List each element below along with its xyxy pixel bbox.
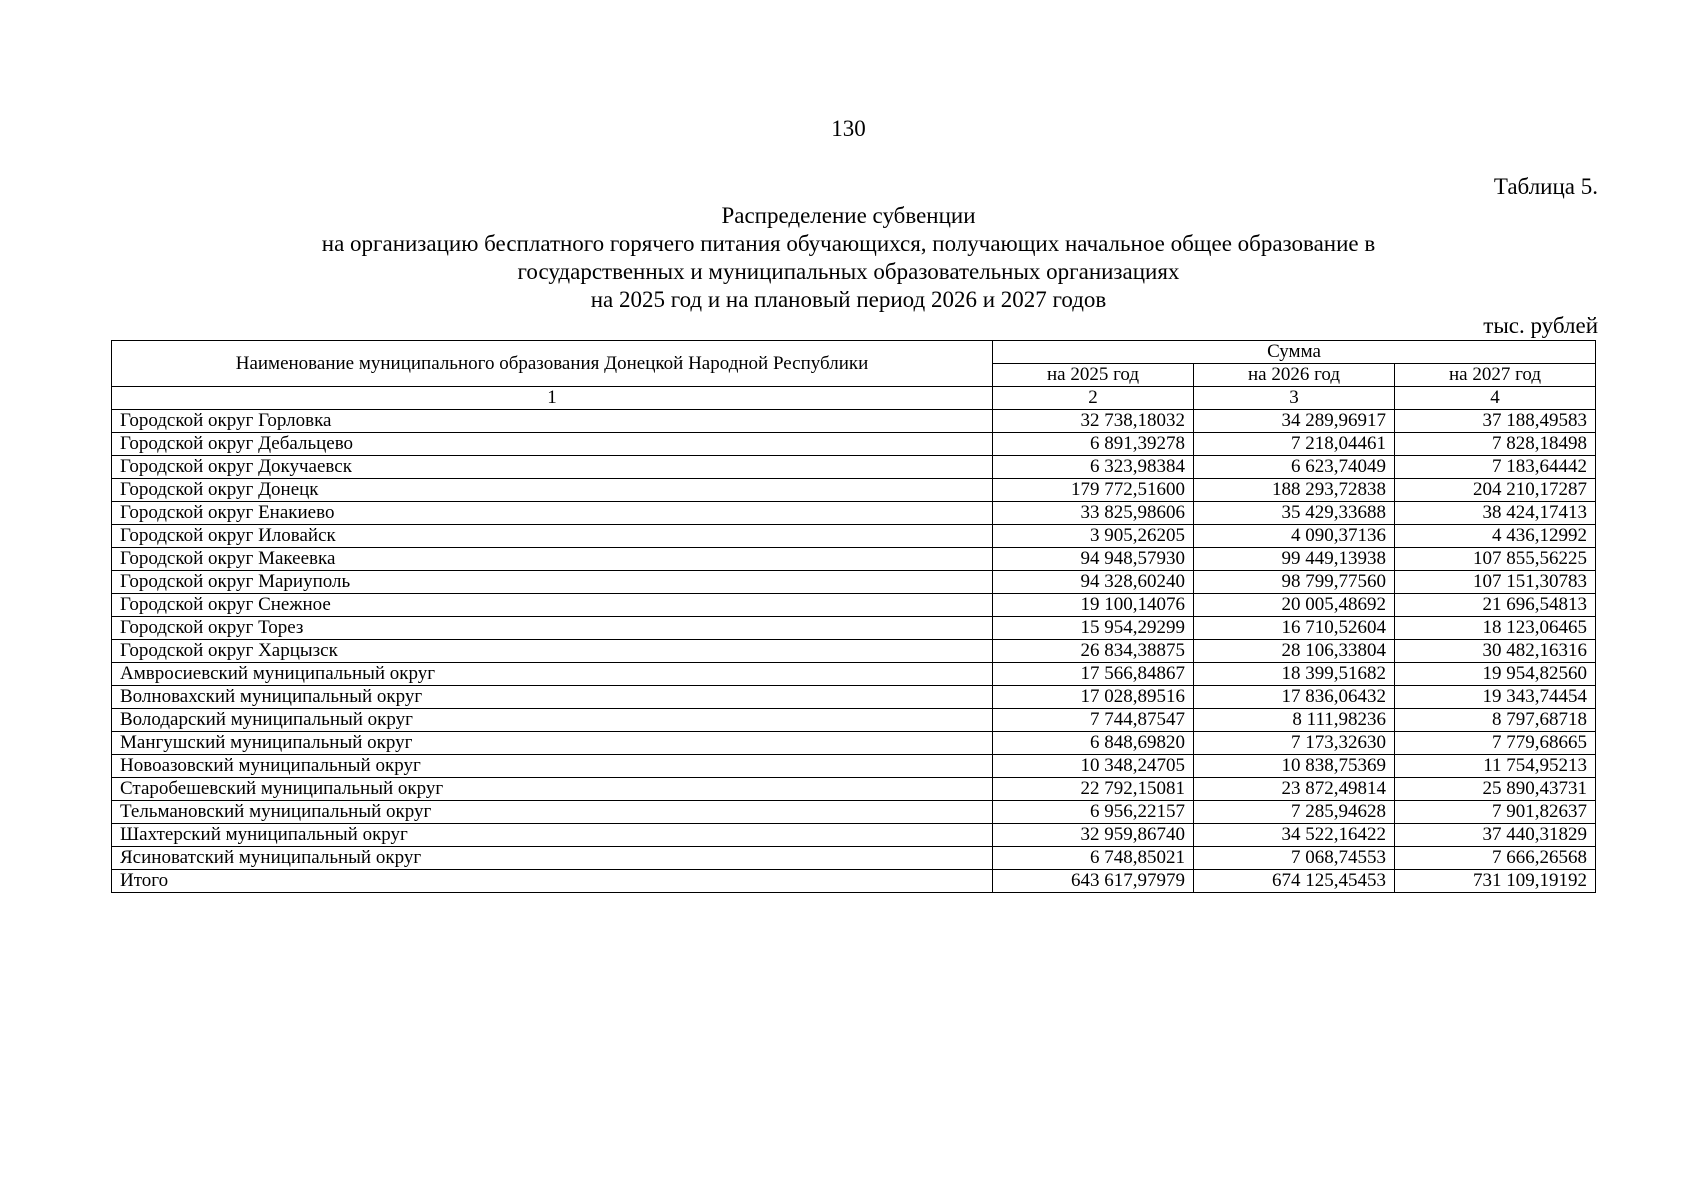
municipality-name: Городской округ Макеевка [112, 548, 993, 571]
amount-2025: 19 100,14076 [993, 594, 1194, 617]
table-row [112, 686, 1596, 709]
municipality-name: Городской округ Мариуполь [112, 571, 993, 594]
amount-2025: 6 323,98384 [993, 456, 1194, 479]
amount-2027: 4 436,12992 [1395, 525, 1596, 548]
amount-2027: 11 754,95213 [1395, 755, 1596, 778]
municipality-name: Амвросиевский муниципальный округ [112, 663, 993, 686]
amount-2026: 188 293,72838 [1194, 479, 1395, 502]
amount-2026: 35 429,33688 [1194, 502, 1395, 525]
amount-2026: 99 449,13938 [1194, 548, 1395, 571]
amount-2026: 7 173,32630 [1194, 732, 1395, 755]
table-row [112, 663, 1596, 686]
amount-2026: 16 710,52604 [1194, 617, 1395, 640]
municipality-name: Старобешевский муниципальный округ [112, 778, 993, 801]
header-municipality: Наименование муниципального образования Донецкой Народной Республики [112, 341, 993, 387]
amount-2027: 7 779,68665 [1395, 732, 1596, 755]
amount-2027: 37 188,49583 [1395, 410, 1596, 433]
municipality-name: Городской округ Торез [112, 617, 993, 640]
amount-2027: 107 151,30783 [1395, 571, 1596, 594]
amount-2025: 17 566,84867 [993, 663, 1194, 686]
table-body [112, 387, 1596, 893]
amount-2025: 32 959,86740 [993, 824, 1194, 847]
table-row [112, 617, 1596, 640]
municipality-name: Шахтерский муниципальный округ [112, 824, 993, 847]
amount-2026: 23 872,49814 [1194, 778, 1395, 801]
amount-2027: 204 210,17287 [1395, 479, 1596, 502]
amount-2026: 7 068,74553 [1194, 847, 1395, 870]
municipality-name: Новоазовский муниципальный округ [112, 755, 993, 778]
amount-2027: 7 183,64442 [1395, 456, 1596, 479]
amount-2027: 7 666,26568 [1395, 847, 1596, 870]
title-line: на организацию бесплатного горячего питания обучающихся, получающих начальное общее образование в [321, 231, 1376, 256]
municipality-name: Волновахский муниципальный округ [112, 686, 993, 709]
units-label: тыс. рублей [1483, 313, 1598, 338]
amount-2025: 94 948,57930 [993, 548, 1194, 571]
municipality-name: Ясиноватский муниципальный округ [112, 847, 993, 870]
table-row [112, 778, 1596, 801]
total-label: Итого [112, 870, 993, 893]
header-year-2026: на 2026 год [1194, 364, 1395, 387]
amount-2026: 4 090,37136 [1194, 525, 1395, 548]
municipality-name: Городской округ Снежное [112, 594, 993, 617]
amount-2027: 107 855,56225 [1395, 548, 1596, 571]
amount-2027: 7 828,18498 [1395, 433, 1596, 456]
column-number: 3 [1194, 387, 1395, 410]
amount-2025: 17 028,89516 [993, 686, 1194, 709]
amount-2026: 28 106,33804 [1194, 640, 1395, 663]
amount-2027: 21 696,54813 [1395, 594, 1596, 617]
amount-2027: 19 954,82560 [1395, 663, 1596, 686]
amount-2027: 37 440,31829 [1395, 824, 1596, 847]
municipality-name: Городской округ Харцызск [112, 640, 993, 663]
table-row [112, 502, 1596, 525]
title-line: Распределение субвенции [721, 203, 976, 228]
table-row [112, 548, 1596, 571]
total-2027: 731 109,19192 [1395, 870, 1596, 893]
amount-2026: 18 399,51682 [1194, 663, 1395, 686]
amount-2026: 10 838,75369 [1194, 755, 1395, 778]
table-row [112, 640, 1596, 663]
table-row [112, 456, 1596, 479]
table-row [112, 732, 1596, 755]
amount-2025: 3 905,26205 [993, 525, 1194, 548]
title-line: государственных и муниципальных образовательных организациях [517, 259, 1180, 284]
table-row [112, 433, 1596, 456]
document-title [0, 202, 1697, 314]
table-row [112, 571, 1596, 594]
amount-2026: 8 111,98236 [1194, 709, 1395, 732]
amount-2027: 19 343,74454 [1395, 686, 1596, 709]
total-2026: 674 125,45453 [1194, 870, 1395, 893]
subsidy-distribution-table [111, 340, 1596, 893]
table-row [112, 801, 1596, 824]
municipality-name: Володарский муниципальный округ [112, 709, 993, 732]
amount-2025: 33 825,98606 [993, 502, 1194, 525]
amount-2027: 8 797,68718 [1395, 709, 1596, 732]
table-row [112, 594, 1596, 617]
total-row [112, 870, 1596, 893]
amount-2025: 26 834,38875 [993, 640, 1194, 663]
amount-2027: 38 424,17413 [1395, 502, 1596, 525]
amount-2026: 20 005,48692 [1194, 594, 1395, 617]
amount-2025: 6 956,22157 [993, 801, 1194, 824]
table-label: Таблица 5. [1493, 174, 1598, 199]
amount-2026: 34 522,16422 [1194, 824, 1395, 847]
amount-2026: 17 836,06432 [1194, 686, 1395, 709]
amount-2026: 6 623,74049 [1194, 456, 1395, 479]
amount-2026: 7 285,94628 [1194, 801, 1395, 824]
municipality-name: Городской округ Иловайск [112, 525, 993, 548]
municipality-name: Городской округ Дебальцево [112, 433, 993, 456]
table-row [112, 755, 1596, 778]
table-row [112, 525, 1596, 548]
amount-2025: 7 744,87547 [993, 709, 1194, 732]
municipality-name: Городской округ Донецк [112, 479, 993, 502]
total-2025: 643 617,97979 [993, 870, 1194, 893]
municipality-name: Городской округ Горловка [112, 410, 993, 433]
column-number: 1 [112, 387, 993, 410]
table-row [112, 824, 1596, 847]
table-row [112, 847, 1596, 870]
column-number-row [112, 387, 1596, 410]
page-number: 130 [831, 116, 866, 141]
title-line: на 2025 год и на плановый период 2026 и 2027 годов [590, 287, 1107, 312]
amount-2027: 25 890,43731 [1395, 778, 1596, 801]
amount-2025: 6 748,85021 [993, 847, 1194, 870]
amount-2025: 6 848,69820 [993, 732, 1194, 755]
table-row [112, 709, 1596, 732]
amount-2025: 179 772,51600 [993, 479, 1194, 502]
amount-2026: 98 799,77560 [1194, 571, 1395, 594]
amount-2025: 94 328,60240 [993, 571, 1194, 594]
column-number: 4 [1395, 387, 1596, 410]
table-row [112, 479, 1596, 502]
header-sum: Сумма [993, 341, 1596, 364]
amount-2027: 18 123,06465 [1395, 617, 1596, 640]
header-year-2027: на 2027 год [1395, 364, 1596, 387]
column-number: 2 [993, 387, 1194, 410]
header-year-2025: на 2025 год [993, 364, 1194, 387]
amount-2027: 7 901,82637 [1395, 801, 1596, 824]
municipality-name: Тельмановский муниципальный округ [112, 801, 993, 824]
amount-2025: 6 891,39278 [993, 433, 1194, 456]
municipality-name: Городской округ Енакиево [112, 502, 993, 525]
municipality-name: Городской округ Докучаевск [112, 456, 993, 479]
municipality-name: Мангушский муниципальный округ [112, 732, 993, 755]
amount-2025: 22 792,15081 [993, 778, 1194, 801]
amount-2026: 7 218,04461 [1194, 433, 1395, 456]
amount-2025: 10 348,24705 [993, 755, 1194, 778]
table-row [112, 410, 1596, 433]
amount-2027: 30 482,16316 [1395, 640, 1596, 663]
amount-2025: 32 738,18032 [993, 410, 1194, 433]
amount-2026: 34 289,96917 [1194, 410, 1395, 433]
amount-2025: 15 954,29299 [993, 617, 1194, 640]
